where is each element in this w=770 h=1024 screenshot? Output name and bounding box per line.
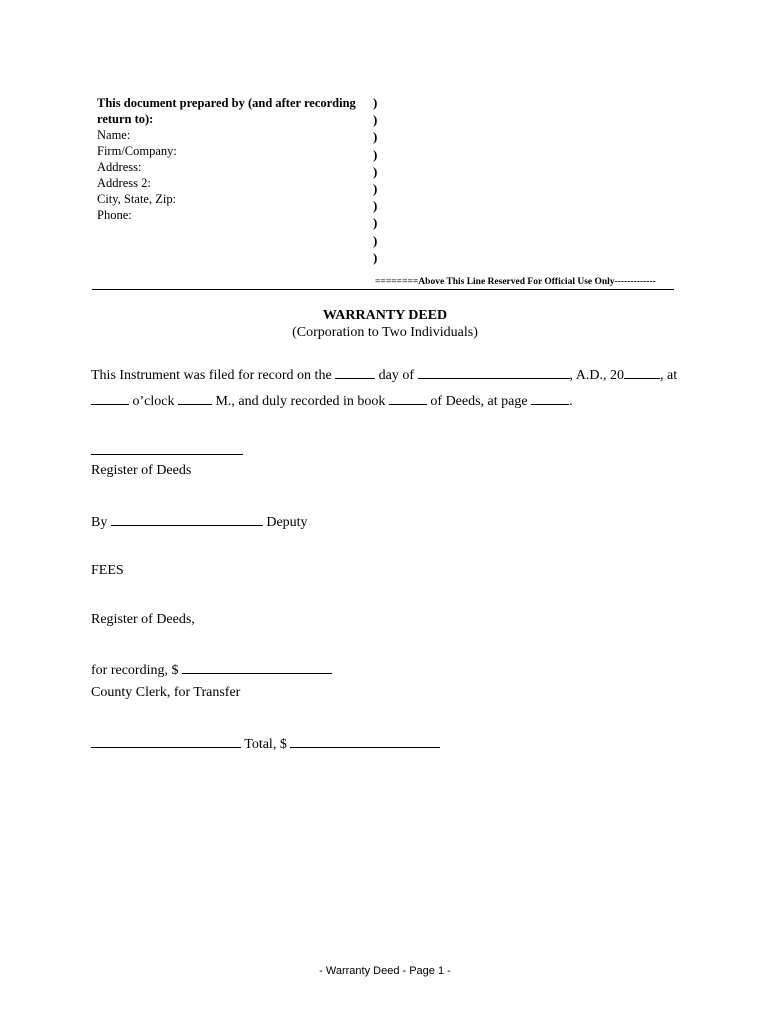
filing-text: , at	[660, 368, 678, 383]
filed-hour-blank[interactable]	[91, 392, 129, 405]
filed-am-pm-blank[interactable]	[178, 392, 212, 405]
prepared-by-heading-line1: This document prepared by (and after recording	[97, 96, 356, 110]
deputy-line	[91, 513, 308, 531]
city-state-zip-label: City, State, Zip:	[97, 192, 177, 206]
footer-page: Page 1	[409, 965, 445, 977]
paren: )	[373, 215, 378, 231]
recording-divider-line	[92, 289, 674, 290]
document-title: WARRANTY DEED	[322, 308, 448, 323]
paren: )	[373, 232, 378, 248]
page-footer	[0, 965, 770, 977]
address-label: Address:	[97, 160, 142, 174]
paren: )	[373, 95, 378, 110]
paren: )	[373, 129, 378, 145]
filing-text: , A.D., 20	[569, 368, 624, 383]
filed-month-blank[interactable]	[418, 366, 570, 379]
footer-suffix: -	[444, 965, 451, 977]
total-amount-blank[interactable]	[290, 735, 440, 748]
fees-heading: FEES	[91, 563, 124, 578]
filing-text: o’clock	[132, 394, 175, 409]
filed-year-blank[interactable]	[624, 366, 660, 379]
footer-prefix: - Warranty Deed -	[319, 965, 410, 977]
recording-fee-line	[91, 661, 332, 679]
deputy-label: Deputy	[266, 515, 308, 530]
reserved-for-official-use: ========Above This Line Reserved For Official Use Only-------------	[375, 277, 656, 287]
paren: )	[373, 112, 378, 128]
filing-text: .	[569, 394, 573, 409]
filing-text: day of	[378, 368, 415, 383]
paren: )	[373, 198, 378, 214]
paren: )	[373, 163, 378, 179]
paren: )	[373, 181, 378, 197]
by-label: By	[91, 515, 108, 530]
page-number-blank[interactable]	[531, 392, 569, 405]
total-label: Total, $	[244, 737, 287, 752]
register-of-deeds-label: Register of Deeds	[91, 463, 192, 478]
filing-line-2	[91, 392, 573, 410]
document-subtitle: (Corporation to Two Individuals)	[292, 325, 478, 340]
deputy-signature-blank[interactable]	[111, 513, 263, 526]
filing-line-1	[91, 366, 677, 384]
filed-day-blank[interactable]	[335, 366, 375, 379]
phone-label: Phone:	[97, 208, 132, 222]
county-clerk-label: County Clerk, for Transfer	[91, 685, 241, 700]
filing-text: This Instrument was filed for record on the	[91, 368, 332, 383]
paren-column	[373, 94, 377, 266]
name-label: Name:	[97, 128, 131, 142]
total-line	[91, 735, 440, 753]
filing-text: of Deeds, at page	[430, 394, 528, 409]
paren: )	[373, 249, 378, 265]
address2-label: Address 2:	[97, 176, 151, 190]
recording-fee-blank[interactable]	[182, 661, 332, 674]
filing-text: M., and duly recorded in book	[215, 394, 386, 409]
register-signature-line[interactable]	[91, 454, 243, 455]
firm-label: Firm/Company:	[97, 144, 177, 158]
book-number-blank[interactable]	[389, 392, 427, 405]
prepared-by-heading-line2: return to):	[97, 112, 154, 126]
for-recording-label: for recording, $	[91, 663, 179, 678]
paren: )	[373, 146, 378, 162]
total-prefix-blank[interactable]	[91, 735, 241, 748]
fees-register-of-deeds: Register of Deeds,	[91, 612, 195, 627]
